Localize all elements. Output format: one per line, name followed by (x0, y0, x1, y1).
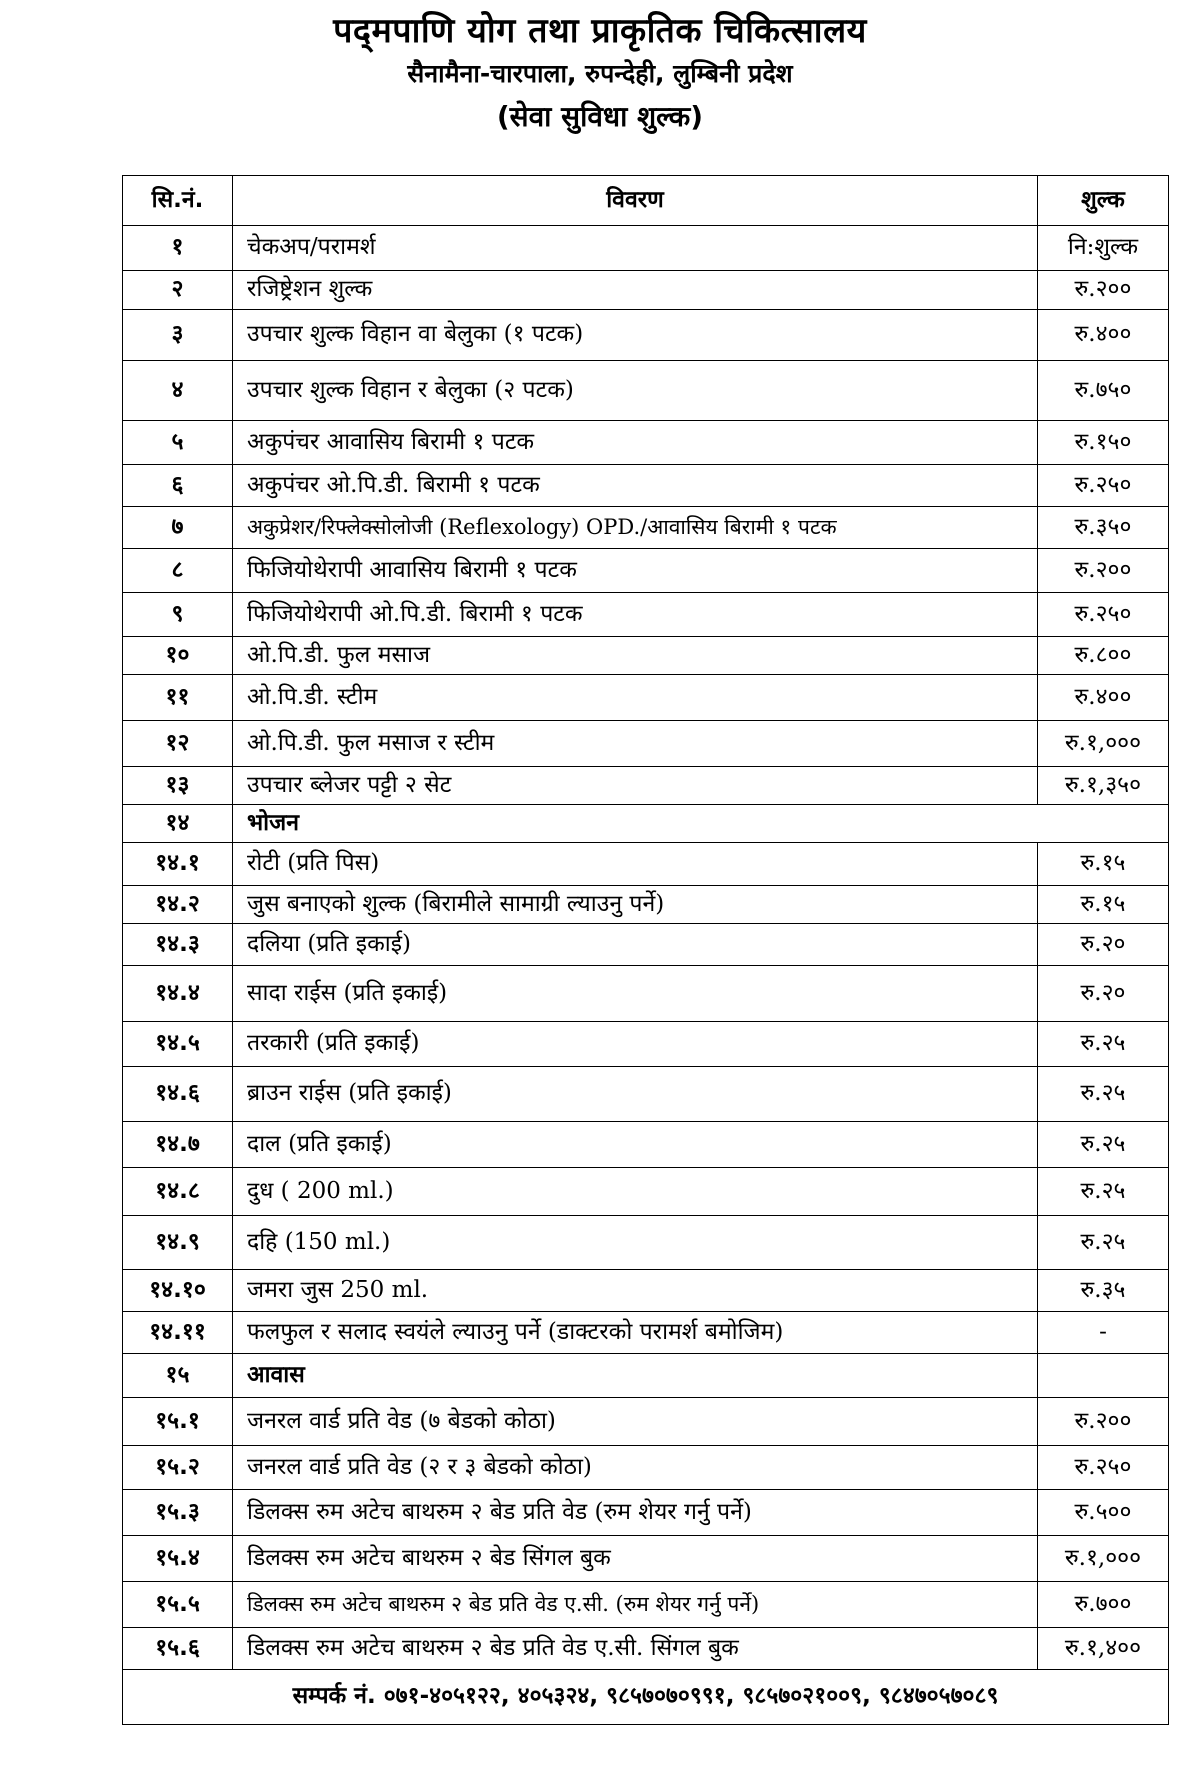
row-description: जनरल वार्ड प्रति वेड (२ र ३ बेडको कोठा) (233, 1446, 1038, 1490)
row-fee: नि:शुल्क (1038, 226, 1169, 271)
row-description: फिजियोथेरापी आवासिय बिरामी १ पटक (233, 549, 1038, 593)
fee-table (122, 175, 1169, 1725)
row-sn: १४.३ (123, 924, 233, 966)
row-sn: १३ (123, 767, 233, 805)
table-row (123, 1446, 1169, 1490)
table-row (123, 1168, 1169, 1216)
row-sn: ८ (123, 549, 233, 593)
row-fee: रु.५०० (1038, 1490, 1169, 1536)
row-sn: ९ (123, 593, 233, 637)
row-description: उपचार शुल्क विहान वा बेलुका (१ पटक) (233, 310, 1038, 361)
row-description: ओ.पि.डी. फुल मसाज (233, 637, 1038, 675)
row-description: डिलक्स रुम अटेच बाथरुम २ बेड प्रति वेड ए.सी. (रुम शेयर गर्नु पर्ने) (233, 1582, 1038, 1628)
row-sn: १४.४ (123, 966, 233, 1022)
row-sn: १५.४ (123, 1536, 233, 1582)
table-row (123, 226, 1169, 271)
row-fee: रु.२५ (1038, 1168, 1169, 1216)
row-fee: रु.१५ (1038, 886, 1169, 924)
row-sn: १४.९ (123, 1216, 233, 1270)
row-fee: रु.२५ (1038, 1022, 1169, 1067)
table-row (123, 1067, 1169, 1122)
row-description: उपचार शुल्क विहान र बेलुका (२ पटक) (233, 361, 1038, 421)
row-sn: १४.१० (123, 1270, 233, 1312)
row-sn: १५.२ (123, 1446, 233, 1490)
row-fee: रु.१५० (1038, 421, 1169, 465)
row-sn: १५.१ (123, 1398, 233, 1446)
row-description: ब्राउन राईस (प्रति इकाई) (233, 1067, 1038, 1122)
row-sn: १४.६ (123, 1067, 233, 1122)
row-fee: रु.१,३५० (1038, 767, 1169, 805)
row-sn: १४.१ (123, 843, 233, 886)
row-fee: रु.२० (1038, 924, 1169, 966)
row-fee: रु.२५० (1038, 465, 1169, 507)
row-description: दुध ( 200 ml.) (233, 1168, 1038, 1216)
table-row (123, 1270, 1169, 1312)
row-sn: ४ (123, 361, 233, 421)
row-fee: - (1038, 1312, 1169, 1354)
section-heading-row (123, 805, 1169, 843)
row-sn: २ (123, 271, 233, 310)
table-row (123, 1490, 1169, 1536)
row-sn: ६ (123, 465, 233, 507)
row-fee: रु.२० (1038, 966, 1169, 1022)
table-row (123, 593, 1169, 637)
table-row (123, 966, 1169, 1022)
row-sn: १५.६ (123, 1628, 233, 1670)
table-header-row (123, 176, 1169, 226)
row-fee: रु.३५० (1038, 507, 1169, 549)
row-description: रोटी (प्रति पिस) (233, 843, 1038, 886)
row-description: सादा राईस (प्रति इकाई) (233, 966, 1038, 1022)
table-row (123, 361, 1169, 421)
table-row (123, 1022, 1169, 1067)
table-row (123, 675, 1169, 721)
row-sn: १ (123, 226, 233, 271)
row-description: डिलक्स रुम अटेच बाथरुम २ बेड प्रति वेड (रुम शेयर गर्नु पर्ने) (233, 1490, 1038, 1536)
row-description: चेकअप/परामर्श (233, 226, 1038, 271)
row-description: अकुपंचर ओ.पि.डी. बिरामी १ पटक (233, 465, 1038, 507)
row-fee: रु.२०० (1038, 1398, 1169, 1446)
table-row (123, 271, 1169, 310)
row-fee: रु.७०० (1038, 1582, 1169, 1628)
row-description: डिलक्स रुम अटेच बाथरुम २ बेड सिंगल बुक (233, 1536, 1038, 1582)
row-fee: रु.८०० (1038, 637, 1169, 675)
row-fee: रु.२०० (1038, 271, 1169, 310)
row-description: अकुप्रेशर/रिफ्लेक्सोलोजी (Reflexology) OPD./आवासिय बिरामी १ पटक (233, 507, 1038, 549)
row-description: डिलक्स रुम अटेच बाथरुम २ बेड प्रति वेड ए.सी. सिंगल बुक (233, 1628, 1038, 1670)
contact-numbers: सम्पर्क नं. ०७१-४०५१२२, ४०५३२४, ९८५७०७०९९१, ९८५७०२१००९, ९८४७०५७०८९ (123, 1670, 1169, 1725)
row-description: ओ.पि.डी. फुल मसाज र स्टीम (233, 721, 1038, 767)
address-line: सैनामैना-चारपाला, रुपन्देही, लुम्बिनी प्रदेश (407, 59, 793, 88)
row-description: दलिया (प्रति इकाई) (233, 924, 1038, 966)
row-sn: ११ (123, 675, 233, 721)
table-row (123, 1216, 1169, 1270)
row-fee: रु.२०० (1038, 549, 1169, 593)
row-sn: ५ (123, 421, 233, 465)
row-sn: १४.७ (123, 1122, 233, 1168)
table-row (123, 843, 1169, 886)
row-description: जमरा जुस 250 ml. (233, 1270, 1038, 1312)
row-fee: रु.७५० (1038, 361, 1169, 421)
row-description: उपचार ब्लेजर पट्टी २ सेट (233, 767, 1038, 805)
table-row (123, 465, 1169, 507)
row-fee: रु.२५ (1038, 1122, 1169, 1168)
row-fee: रु.४०० (1038, 675, 1169, 721)
row-sn: १५.५ (123, 1582, 233, 1628)
row-fee: रु.२५० (1038, 593, 1169, 637)
row-fee: रु.४०० (1038, 310, 1169, 361)
header-sn: सि.नं. (123, 176, 233, 226)
table-row (123, 1122, 1169, 1168)
row-description: दहि (150 ml.) (233, 1216, 1038, 1270)
table-row (123, 637, 1169, 675)
row-description: जुस बनाएको शुल्क (बिरामीले सामाग्री ल्याउनु पर्ने) (233, 886, 1038, 924)
table-row (123, 421, 1169, 465)
row-description: ओ.पि.डी. स्टीम (233, 675, 1038, 721)
row-description: दाल (प्रति इकाई) (233, 1122, 1038, 1168)
table-row (123, 1398, 1169, 1446)
row-fee: रु.१५ (1038, 843, 1169, 886)
row-fee: रु.२५ (1038, 1067, 1169, 1122)
table-row (123, 507, 1169, 549)
document-subtitle: (सेवा सुविधा शुल्क) (496, 100, 704, 133)
row-sn: १२ (123, 721, 233, 767)
row-sn: १४.५ (123, 1022, 233, 1067)
table-row (123, 1582, 1169, 1628)
row-sn: १४.११ (123, 1312, 233, 1354)
table-row (123, 886, 1169, 924)
row-sn: १५.३ (123, 1490, 233, 1536)
table-row (123, 1536, 1169, 1582)
row-sn: १४.२ (123, 886, 233, 924)
row-sn: १४.८ (123, 1168, 233, 1216)
row-description: फलफुल र सलाद स्वयंले ल्याउनु पर्ने (डाक्टरको परामर्श बमोजिम) (233, 1312, 1038, 1354)
section-heading-row (123, 1354, 1169, 1398)
row-sn: ३ (123, 310, 233, 361)
table-row (123, 767, 1169, 805)
row-fee: रु.१,४०० (1038, 1628, 1169, 1670)
table-row (123, 310, 1169, 361)
row-fee: रु.२५ (1038, 1216, 1169, 1270)
row-sn: १० (123, 637, 233, 675)
table-row (123, 1628, 1169, 1670)
row-fee: रु.३५ (1038, 1270, 1169, 1312)
table-row (123, 924, 1169, 966)
section-fee-empty (1038, 1354, 1169, 1398)
table-row (123, 549, 1169, 593)
row-description: जनरल वार्ड प्रति वेड (७ बेडको कोठा) (233, 1398, 1038, 1446)
contact-row (123, 1670, 1169, 1725)
row-description: तरकारी (प्रति इकाई) (233, 1022, 1038, 1067)
row-description: रजिष्ट्रेशन शुल्क (233, 271, 1038, 310)
section-sn: १५ (123, 1354, 233, 1398)
table-row (123, 1312, 1169, 1354)
row-sn: ७ (123, 507, 233, 549)
section-sn: १४ (123, 805, 233, 843)
section-title: भोजन (233, 805, 1169, 843)
table-row (123, 721, 1169, 767)
row-fee: रु.१,००० (1038, 1536, 1169, 1582)
header-fee: शुल्क (1038, 176, 1169, 226)
row-description: अकुपंचर आवासिय बिरामी १ पटक (233, 421, 1038, 465)
section-title: आवास (233, 1354, 1038, 1398)
row-fee: रु.२५० (1038, 1446, 1169, 1490)
header-description: विवरण (233, 176, 1038, 226)
page-title: पद्‌मपाणि योग तथा प्राकृतिक चिकित्सालय (333, 11, 867, 51)
row-fee: रु.१,००० (1038, 721, 1169, 767)
row-description: फिजियोथेरापी ओ.पि.डी. बिरामी १ पटक (233, 593, 1038, 637)
